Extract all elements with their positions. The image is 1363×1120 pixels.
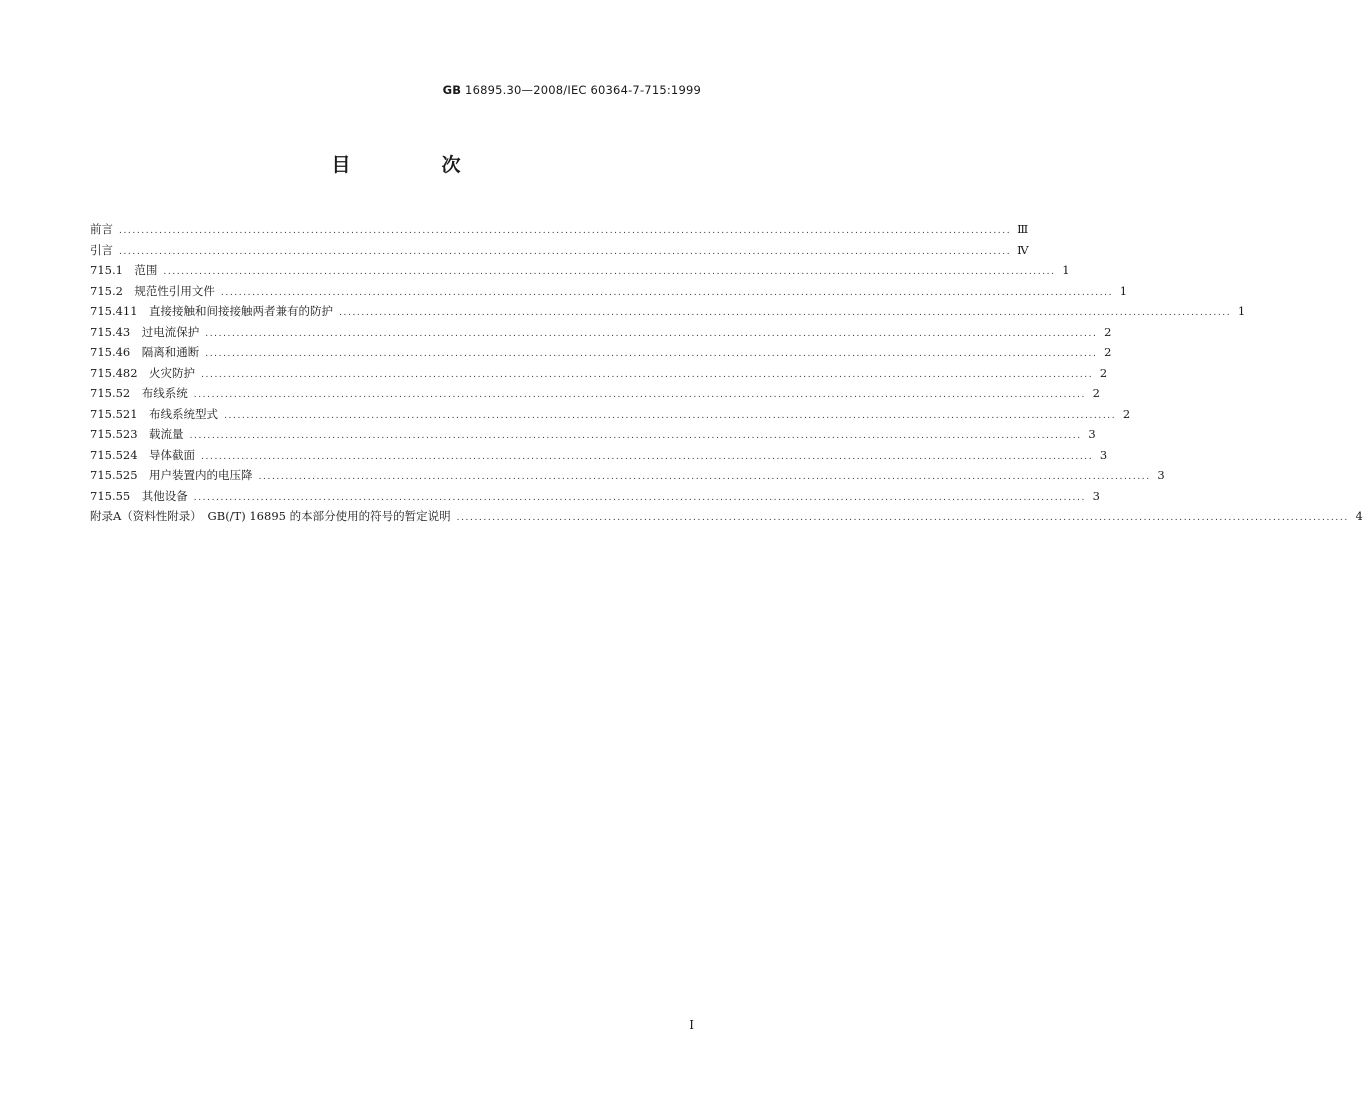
toc-entry[interactable] — [90, 322, 1112, 343]
toc-entry-label: 715.55 其他设备 — [90, 488, 188, 503]
toc-entry[interactable] — [90, 383, 1100, 404]
toc-entry-page: Ⅳ — [1017, 242, 1029, 257]
toc-entry[interactable] — [90, 342, 1112, 363]
toc-entry-page: Ⅲ — [1017, 222, 1029, 236]
toc-dot-leader: ........................................................................................................................................................................................................ — [339, 308, 1232, 318]
toc-entry-page: 3 — [1099, 447, 1108, 462]
toc-entry[interactable] — [90, 363, 1108, 384]
toc-dot-leader: ........................................................................................................................................................................................................ — [119, 226, 1012, 236]
toc-dot-leader: ........................................................................................................................................................................................................ — [456, 513, 1349, 523]
toc-entry-label: 附录A（资料性附录） GB(/T) 16895 的本部分使用的符号的暂定说明 — [90, 509, 451, 523]
toc-entry-label: 715.46 隔离和通断 — [90, 345, 200, 359]
toc-entry-page: 3 — [1092, 488, 1100, 503]
toc-entry-label: 715.1 范围 — [90, 263, 158, 277]
toc-entry-label: 715.43 过电流保护 — [90, 324, 200, 339]
toc-entry[interactable] — [90, 424, 1096, 445]
toc-dot-leader: ........................................................................................................................................................................................................ — [205, 328, 1098, 339]
toc-entry-page: 3 — [1088, 427, 1096, 441]
standard-number — [443, 83, 701, 97]
toc-entry[interactable] — [90, 301, 1246, 322]
toc-entry-page: 3 — [1157, 468, 1165, 482]
toc-entry-label: 715.525 用户装置内的电压降 — [90, 468, 253, 482]
toc-entry-label: 715.521 布线系统型式 — [90, 406, 219, 421]
toc-entry-page: 2 — [1104, 345, 1112, 359]
toc-dot-leader: ........................................................................................................................................................................................................ — [163, 267, 1056, 277]
toc-entry-label: 715.411 直接接触和间接接触两者兼有的防护 — [90, 304, 334, 318]
toc-dot-leader: ........................................................................................................................................................................................................ — [193, 492, 1086, 503]
standard-prefix: GB — [442, 83, 462, 97]
toc-entry[interactable] — [90, 260, 1070, 281]
toc-entry-page: 1 — [1237, 304, 1246, 318]
toc-dot-leader: ........................................................................................................................................................................................................ — [201, 451, 1094, 462]
standard-code: 16895.30—2008/IEC 60364-7-715:1999 — [465, 83, 701, 97]
toc-entry[interactable] — [90, 465, 1165, 486]
page-number: I — [689, 1018, 694, 1032]
toc-dot-leader: ........................................................................................................................................................................................................ — [193, 390, 1086, 400]
toc-entry-page: 1 — [1062, 263, 1070, 277]
toc-entry[interactable] — [90, 486, 1100, 507]
toc-entry[interactable] — [90, 445, 1108, 466]
toc-entry-page: 2 — [1104, 324, 1112, 339]
toc-entry-page: 1 — [1119, 283, 1128, 298]
toc-entry-page: 2 — [1122, 406, 1131, 421]
toc-entry[interactable] — [90, 404, 1131, 425]
toc-entry[interactable] — [90, 219, 1029, 240]
toc-dot-leader: ........................................................................................................................................................................................................ — [201, 369, 1094, 380]
toc-entry-page: 4 — [1355, 509, 1363, 523]
toc-dot-leader: ........................................................................................................................................................................................................ — [220, 287, 1114, 298]
toc-entry[interactable] — [90, 281, 1128, 302]
toc-dot-leader: ........................................................................................................................................................................................................ — [258, 472, 1151, 482]
toc-entry-label: 前言 — [90, 222, 113, 236]
page-title: 目 次 — [331, 154, 497, 176]
toc-dot-leader: ........................................................................................................................................................................................................ — [224, 410, 1117, 421]
toc-entry[interactable] — [90, 240, 1029, 261]
toc-entry-label: 715.2 规范性引用文件 — [90, 283, 215, 298]
toc-entry-label: 引言 — [90, 242, 113, 257]
toc-dot-leader: ........................................................................................................................................................................................................ — [205, 349, 1098, 359]
toc-dot-leader: ........................................................................................................................................................................................................ — [119, 246, 1012, 257]
toc-entry-label: 715.52 布线系统 — [90, 386, 188, 400]
toc-entry-label: 715.523 载流量 — [90, 427, 184, 441]
toc-entry[interactable] — [90, 506, 1363, 527]
toc-entry-label: 715.482 火灾防护 — [90, 365, 196, 380]
toc-entry-page: 2 — [1099, 365, 1108, 380]
toc-entry-page: 2 — [1092, 386, 1100, 400]
table-of-contents — [90, 219, 1363, 527]
toc-dot-leader: ........................................................................................................................................................................................................ — [189, 431, 1082, 441]
toc-entry-label: 715.524 导体截面 — [90, 447, 196, 462]
